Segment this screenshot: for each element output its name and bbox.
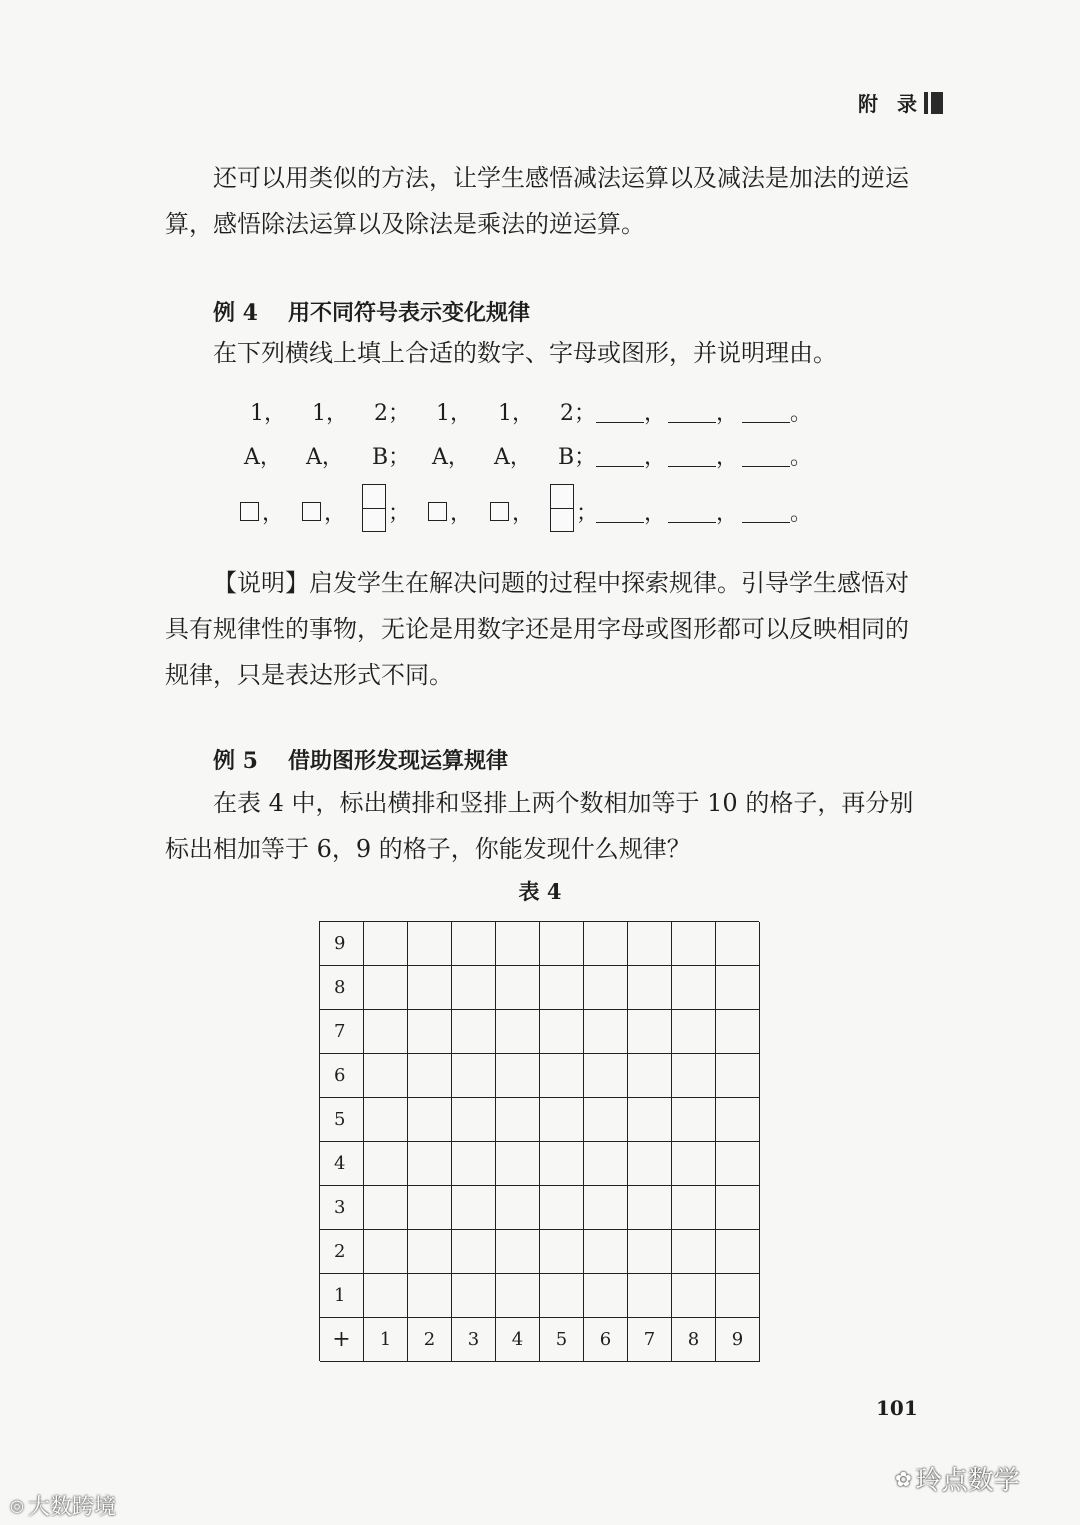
table-cell[interactable] — [716, 1274, 760, 1318]
table-cell[interactable] — [672, 1230, 716, 1274]
table-cell[interactable] — [716, 1054, 760, 1098]
seq-sep: ， — [262, 501, 285, 526]
table-cell[interactable] — [452, 1010, 496, 1054]
row-label: 5 — [320, 1098, 364, 1142]
seq-sep: ， — [716, 401, 739, 426]
table-cell[interactable] — [672, 1186, 716, 1230]
table-cell[interactable] — [628, 922, 672, 966]
table-cell[interactable] — [496, 1010, 540, 1054]
table-cell[interactable] — [408, 966, 452, 1010]
column-label: 6 — [584, 1318, 628, 1362]
table-cell[interactable] — [716, 966, 760, 1010]
column-label: 5 — [540, 1318, 584, 1362]
seq-sep: ， — [716, 501, 739, 526]
table-cell[interactable] — [496, 1142, 540, 1186]
example5-heading — [213, 744, 508, 775]
table-cell[interactable] — [584, 1274, 628, 1318]
column-label: 4 — [496, 1318, 540, 1362]
table-cell[interactable] — [408, 1010, 452, 1054]
table-cell[interactable] — [584, 922, 628, 966]
column-label: 7 — [628, 1318, 672, 1362]
table-cell[interactable] — [716, 1098, 760, 1142]
square-shape-icon — [490, 502, 509, 521]
table-cell[interactable] — [496, 1230, 540, 1274]
table-cell[interactable] — [672, 966, 716, 1010]
table-cell[interactable] — [540, 1186, 584, 1230]
table-cell[interactable] — [584, 1230, 628, 1274]
table-cell[interactable] — [364, 1274, 408, 1318]
table-cell[interactable] — [452, 1142, 496, 1186]
answer-blank[interactable] — [742, 422, 790, 423]
table-cell[interactable] — [584, 966, 628, 1010]
answer-blank[interactable] — [596, 466, 644, 467]
table-cell[interactable] — [364, 1098, 408, 1142]
table-cell[interactable] — [452, 922, 496, 966]
table-cell[interactable] — [628, 1274, 672, 1318]
seq-item: A， — [494, 445, 532, 470]
row-label: 9 — [320, 922, 364, 966]
double-square-shape-icon — [550, 484, 574, 532]
table-cell[interactable] — [408, 1142, 452, 1186]
seq-item: B； — [558, 445, 597, 470]
running-head-bars-icon — [924, 92, 944, 114]
wechat-icon: ✿ — [895, 1466, 912, 1491]
seq-item: 1， — [436, 401, 472, 426]
seq-sep: ， — [644, 445, 667, 470]
column-label: 9 — [716, 1318, 760, 1362]
example4-title: 用不同符号表示变化规律 — [287, 300, 530, 326]
example4-label: 例 4 — [213, 300, 258, 326]
seq-item: A， — [244, 445, 282, 470]
seq-item: 1， — [312, 401, 348, 426]
example4-instruction: 在下列横线上填上合适的数字、字母或图形，并说明理由。 — [213, 339, 837, 367]
table-cell[interactable] — [452, 1230, 496, 1274]
table-cell[interactable] — [540, 1010, 584, 1054]
addition-table — [319, 921, 759, 1361]
answer-blank[interactable] — [596, 522, 644, 523]
table-cell[interactable] — [452, 1098, 496, 1142]
column-label: 2 — [408, 1318, 452, 1362]
table-cell[interactable] — [716, 1186, 760, 1230]
column-label: 1 — [364, 1318, 408, 1362]
seq-item: 1， — [498, 401, 534, 426]
table-cell[interactable] — [452, 1186, 496, 1230]
table-cell[interactable] — [672, 922, 716, 966]
seq-sep: ； — [388, 501, 411, 526]
table-cell[interactable] — [584, 1186, 628, 1230]
seq-sep: ； — [576, 501, 599, 526]
example4-explanation: 【说明】启发学生在解决问题的过程中探索规律。引导学生感悟对具有规律性的事物，无论是用数字还是用字母或图形都可以反映相同的规律，只是表达形式不同。 — [165, 569, 909, 689]
row-label: 4 — [320, 1142, 364, 1186]
row-label: 3 — [320, 1186, 364, 1230]
table-cell[interactable] — [540, 1274, 584, 1318]
row-label: 2 — [320, 1230, 364, 1274]
example5-instruction: 在表 4 中，标出横排和竖排上两个数相加等于 10 的格子，再分别标出相加等于 6，9 的格子，你能发现什么规律？ — [165, 789, 914, 863]
answer-blank[interactable] — [668, 466, 716, 467]
table-cell[interactable] — [364, 922, 408, 966]
square-shape-icon — [240, 502, 259, 521]
page-number: 101 — [876, 1396, 918, 1420]
table-cell[interactable] — [584, 1142, 628, 1186]
example4-heading — [213, 296, 530, 327]
square-shape-icon — [302, 502, 321, 521]
table-cell[interactable] — [584, 1054, 628, 1098]
seq-sep: ， — [644, 401, 667, 426]
table-cell[interactable] — [540, 1230, 584, 1274]
intro-paragraph: 还可以用类似的方法，让学生感悟减法运算以及减法是加法的逆运算，感悟除法运算以及除法是乘法的逆运算。 — [165, 164, 909, 238]
row-label: 8 — [320, 966, 364, 1010]
table-cell[interactable] — [716, 1142, 760, 1186]
table-cell[interactable] — [540, 966, 584, 1010]
table-cell[interactable] — [452, 1054, 496, 1098]
column-label: 8 — [672, 1318, 716, 1362]
table-cell[interactable] — [496, 966, 540, 1010]
example5-label: 例 5 — [213, 748, 258, 774]
seq-item: 2； — [374, 401, 410, 426]
row-label: 6 — [320, 1054, 364, 1098]
seq-sep: 。 — [790, 401, 813, 426]
seq-item: B； — [372, 445, 411, 470]
example5-title: 借助图形发现运算规律 — [287, 748, 508, 774]
table-cell[interactable] — [672, 1142, 716, 1186]
row-label: 1 — [320, 1274, 364, 1318]
table-cell[interactable] — [408, 1274, 452, 1318]
table-cell[interactable] — [408, 922, 452, 966]
table-cell[interactable] — [364, 1186, 408, 1230]
square-shape-icon — [428, 502, 447, 521]
seq-sep: ， — [450, 501, 473, 526]
table-cell[interactable] — [452, 966, 496, 1010]
table-cell[interactable] — [364, 1010, 408, 1054]
answer-blank[interactable] — [596, 422, 644, 423]
watermark-right-text: 玲点数学 — [915, 1466, 1020, 1496]
seq-sep: ， — [644, 501, 667, 526]
table-cell[interactable] — [540, 1098, 584, 1142]
table-cell[interactable] — [628, 1186, 672, 1230]
table-cell[interactable] — [628, 1010, 672, 1054]
seq-sep: ， — [716, 445, 739, 470]
answer-blank[interactable] — [668, 522, 716, 523]
table-cell[interactable] — [496, 1274, 540, 1318]
seq-sep: ， — [324, 501, 347, 526]
table-cell[interactable] — [452, 1274, 496, 1318]
table-cell[interactable] — [408, 1098, 452, 1142]
watermark-right — [895, 1460, 1020, 1497]
table-cell[interactable] — [408, 1186, 452, 1230]
seq-item: 2； — [560, 401, 596, 426]
seq-item: A， — [306, 445, 344, 470]
table-cell[interactable] — [496, 922, 540, 966]
table-cell[interactable] — [540, 1142, 584, 1186]
table-cell[interactable] — [408, 1054, 452, 1098]
table-cell[interactable] — [364, 1054, 408, 1098]
corner-plus: + — [320, 1318, 364, 1362]
table-cell[interactable] — [628, 1054, 672, 1098]
table-cell[interactable] — [584, 1098, 628, 1142]
table-cell[interactable] — [672, 1098, 716, 1142]
table-caption: 表 4 — [518, 879, 562, 904]
running-head: 附 录 — [858, 92, 923, 116]
logo-icon: ◎ — [10, 1496, 24, 1515]
table-cell[interactable] — [364, 966, 408, 1010]
table-cell[interactable] — [496, 1098, 540, 1142]
table-cell[interactable] — [496, 1186, 540, 1230]
table-cell[interactable] — [628, 1230, 672, 1274]
table-cell[interactable] — [540, 922, 584, 966]
row-label: 7 — [320, 1010, 364, 1054]
table-cell[interactable] — [584, 1010, 628, 1054]
table-cell[interactable] — [672, 1274, 716, 1318]
seq-sep: ， — [512, 501, 535, 526]
table-cell[interactable] — [364, 1142, 408, 1186]
answer-blank[interactable] — [742, 522, 790, 523]
table-cell[interactable] — [628, 1098, 672, 1142]
seq-sep: 。 — [790, 501, 813, 526]
seq-item: A， — [432, 445, 470, 470]
answer-blank[interactable] — [742, 466, 790, 467]
double-square-shape-icon — [362, 484, 386, 532]
table-cell[interactable] — [672, 1010, 716, 1054]
watermark-left-text: 大数跨境 — [27, 1495, 116, 1520]
table-cell[interactable] — [540, 1054, 584, 1098]
answer-blank[interactable] — [668, 422, 716, 423]
table-cell[interactable] — [716, 1230, 760, 1274]
table-cell[interactable] — [408, 1230, 452, 1274]
table-cell[interactable] — [628, 966, 672, 1010]
table-cell[interactable] — [716, 1010, 760, 1054]
table-cell[interactable] — [716, 922, 760, 966]
seq-sep: 。 — [790, 445, 813, 470]
table-cell[interactable] — [672, 1054, 716, 1098]
seq-item: 1， — [250, 401, 286, 426]
column-label: 3 — [452, 1318, 496, 1362]
table-cell[interactable] — [364, 1230, 408, 1274]
table-cell[interactable] — [628, 1142, 672, 1186]
table-cell[interactable] — [496, 1054, 540, 1098]
watermark-left — [10, 1490, 116, 1521]
